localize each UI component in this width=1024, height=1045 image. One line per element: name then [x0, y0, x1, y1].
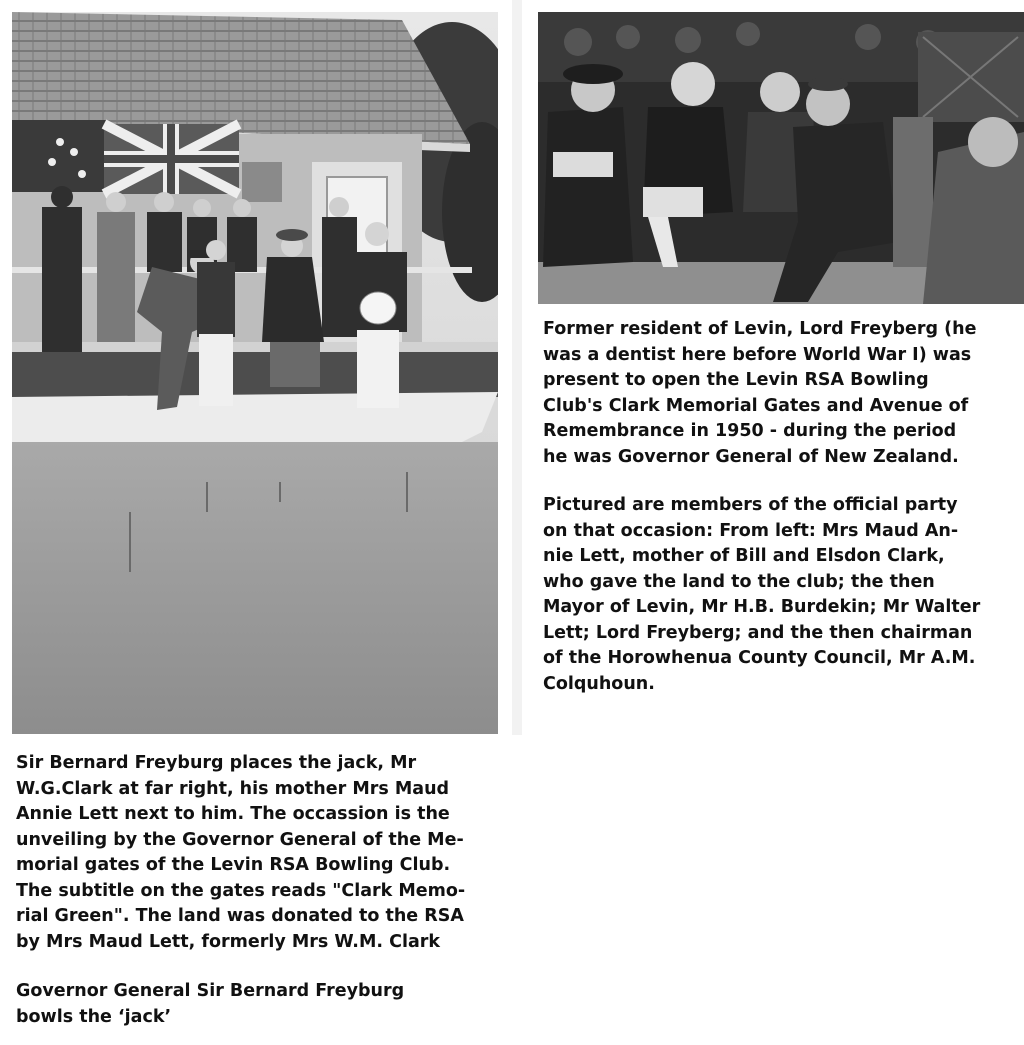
- caption-bowls-jack: Governor General Sir Bernard Freyburg bowls the ‘jack’: [16, 981, 405, 1027]
- official-party-photo-drawing: [538, 12, 1024, 304]
- bowling-green-photo: [12, 12, 498, 734]
- official-party-photo: [538, 12, 1024, 304]
- caption-freyberg-intro: Former resident of Levin, Lord Freyberg (he was a dentist here before World War I) was present to open the Levin RSA Bowling Club's Clark Memorial Gates and Avenue of Remembrance in 1950 - during the period he was Governor General of New Zealand.: [543, 319, 977, 467]
- caption-official-party: Pictured are members of the official party on that occasion: From left: Mrs Maud An- nie Lett, mother of Bill and Elsdon Clark, who gave the land to the club; the then Mayor of Levin, Mr H.B. Burdekin; Mr Walter Lett; Lord Freyberg; and the then chairman of the Horowhenua County Council, Mr A.M. Colquhoun.: [543, 495, 981, 694]
- page-gutter: [512, 0, 522, 735]
- caption-placing-jack: Sir Bernard Freyburg places the jack, Mr W.G.Clark at far right, his mother Mrs Maud Annie Lett next to him. The occassion is the unveiling by the Governor General of the Me- morial gates of the Levin RSA Bowling Club. The subtitle on the gates reads "Clark Memo- rial Green". The land was donated to the RSA by Mrs Maud Lett, formerly Mrs W.M. Clark: [16, 753, 466, 952]
- bowling-green-photo-drawing: [12, 12, 498, 734]
